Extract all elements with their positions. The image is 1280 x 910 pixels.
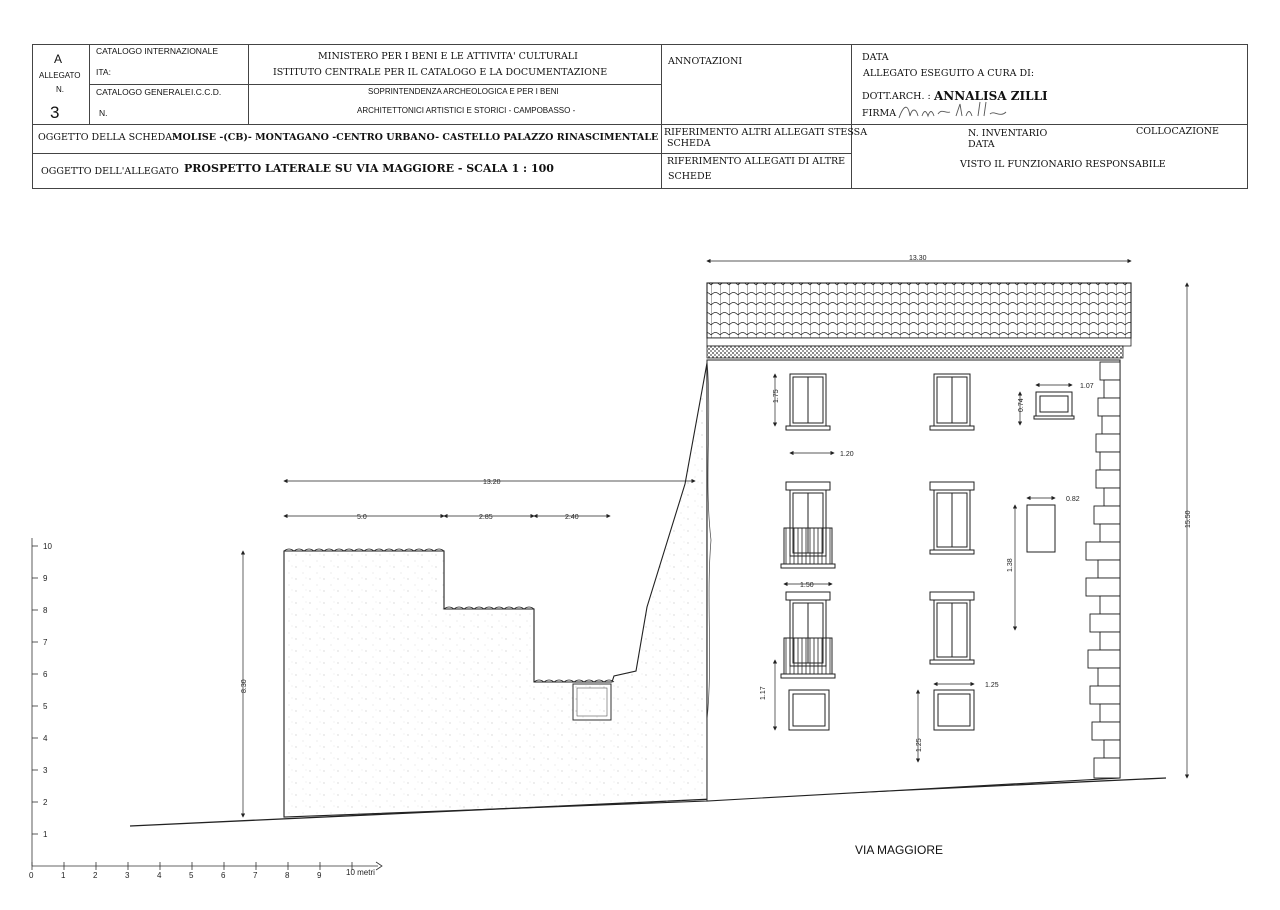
dim-niche-width: 0.82 [1066, 496, 1080, 503]
oggetto-scheda-value: MOLISE -(CB)- MONTAGANO -CENTRO URBANO- CASTELLO PALAZZO RINASCIMENTALE [172, 132, 659, 143]
roof-cornice [707, 346, 1123, 358]
vertical-scale-labels [43, 542, 52, 839]
building-facade [707, 360, 1120, 801]
soprintendenza-line-2: ARCHITETTONICI ARTISTICI E STORICI - CAMPOBASSO - [357, 106, 576, 115]
oggetto-allegato-value: PROSPETTO LATERALE SU VIA MAGGIORE - SCALA 1 : 100 [184, 162, 554, 175]
ministero-text: MINISTERO PER I BENI E LE ATTIVITA' CULTURALI [318, 51, 578, 62]
dim-small-window-width: 1.07 [1080, 383, 1094, 390]
svg-text:9: 9 [43, 574, 48, 583]
iccd-label: I.C.C.D. [191, 87, 222, 97]
oggetto-allegato-label: OGGETTO DELL'ALLEGATO [41, 166, 179, 177]
svg-text:2: 2 [93, 871, 98, 880]
catalogo-generale: CATALOGO GENERALE [96, 87, 191, 97]
street-label: VIA MAGGIORE [855, 843, 944, 857]
svg-text:10: 10 [43, 542, 52, 551]
svg-text:3: 3 [125, 871, 130, 880]
istituto-text: ISTITUTO CENTRALE PER IL CATALOGO E LA DOCUMENTAZIONE [273, 67, 608, 78]
dott-arch-name: ANNALISA ZILLI [934, 89, 1048, 103]
svg-text:2: 2 [43, 798, 48, 807]
ita-label: ITA: [96, 67, 111, 77]
allegato-n-label: N. [56, 85, 64, 94]
visto-label: VISTO IL FUNZIONARIO RESPONSABILE [960, 159, 1166, 170]
dim-window-width: 1.20 [840, 451, 854, 458]
svg-text:8: 8 [285, 871, 290, 880]
dim-seg-2: 2.85 [479, 514, 493, 521]
data-label: DATA [862, 52, 889, 63]
dim-seg-1: 5.0 [357, 514, 367, 521]
svg-text:4: 4 [43, 734, 48, 743]
dim-left-wall-width: 13.20 [483, 479, 501, 486]
annotazioni-label: ANNOTAZIONI [668, 56, 743, 67]
svg-text:4: 4 [157, 871, 162, 880]
svg-text:7: 7 [253, 871, 258, 880]
svg-text:0: 0 [29, 871, 34, 880]
svg-text:3: 3 [43, 766, 48, 775]
dim-total-width: 13.30 [909, 255, 927, 262]
collocazione-label: COLLOCAZIONE [1136, 126, 1219, 137]
oggetto-scheda-label: OGGETTO DELLA SCHEDA: [38, 132, 176, 143]
allegato-label: ALLEGATO [39, 71, 81, 80]
data-label-2: DATA [968, 139, 995, 150]
roof-eave [707, 338, 1131, 346]
svg-text:5: 5 [189, 871, 194, 880]
svg-text:1: 1 [43, 830, 48, 839]
n-inventario-label: N. INVENTARIO [968, 128, 1048, 139]
dim-left-height: 8.30 [241, 679, 248, 693]
catalogo-internazionale: CATALOGO INTERNAZIONALE [96, 46, 219, 56]
rif-altre-line-1: RIFERIMENTO ALLEGATI DI ALTRE [667, 156, 846, 167]
dim-seg-3: 2.40 [565, 514, 579, 521]
svg-text:6: 6 [221, 871, 226, 880]
n-label: N. [99, 108, 108, 118]
dim-window-top-height: 1.75 [773, 389, 780, 403]
allegato-eseguito-label: ALLEGATO ESEGUITO A CURA DI: [863, 68, 1035, 79]
svg-text:1: 1 [61, 871, 66, 880]
rif-stessa-line-1: RIFERIMENTO ALTRI ALLEGATI STESSA [664, 127, 868, 138]
firma-label: FIRMA [862, 108, 897, 119]
dim-low-window-height: 1.25 [916, 738, 923, 752]
dim-balcony-width: 1.50 [800, 582, 814, 589]
roof-tiles [707, 283, 1131, 338]
dott-arch-label: DOTT.ARCH. : [862, 91, 931, 102]
dim-small-window-height: 0.74 [1018, 398, 1025, 412]
ruin-wall [284, 363, 707, 817]
allegato-number: 3 [50, 103, 60, 122]
dim-building-height: 15.50 [1185, 510, 1192, 528]
svg-text:10 metri: 10 metri [346, 868, 375, 877]
allegato-letter: A [54, 52, 63, 66]
svg-text:6: 6 [43, 670, 48, 679]
vertical-scale [32, 538, 38, 866]
rif-altre-line-2: SCHEDE [668, 171, 712, 182]
dim-low-window-sill: 1.17 [760, 686, 767, 700]
svg-text:7: 7 [43, 638, 48, 647]
horizontal-scale-labels [29, 868, 375, 880]
horizontal-scale [32, 862, 382, 870]
soprintendenza-line-1: SOPRINTENDENZA ARCHEOLOGICA E PER I BENI [368, 87, 559, 96]
dim-niche-gap: 1.38 [1007, 558, 1014, 572]
svg-text:8: 8 [43, 606, 48, 615]
svg-text:9: 9 [317, 871, 322, 880]
dim-low-window-width: 1.25 [985, 682, 999, 689]
svg-text:5: 5 [43, 702, 48, 711]
rif-stessa-line-2: SCHEDA [667, 138, 711, 149]
